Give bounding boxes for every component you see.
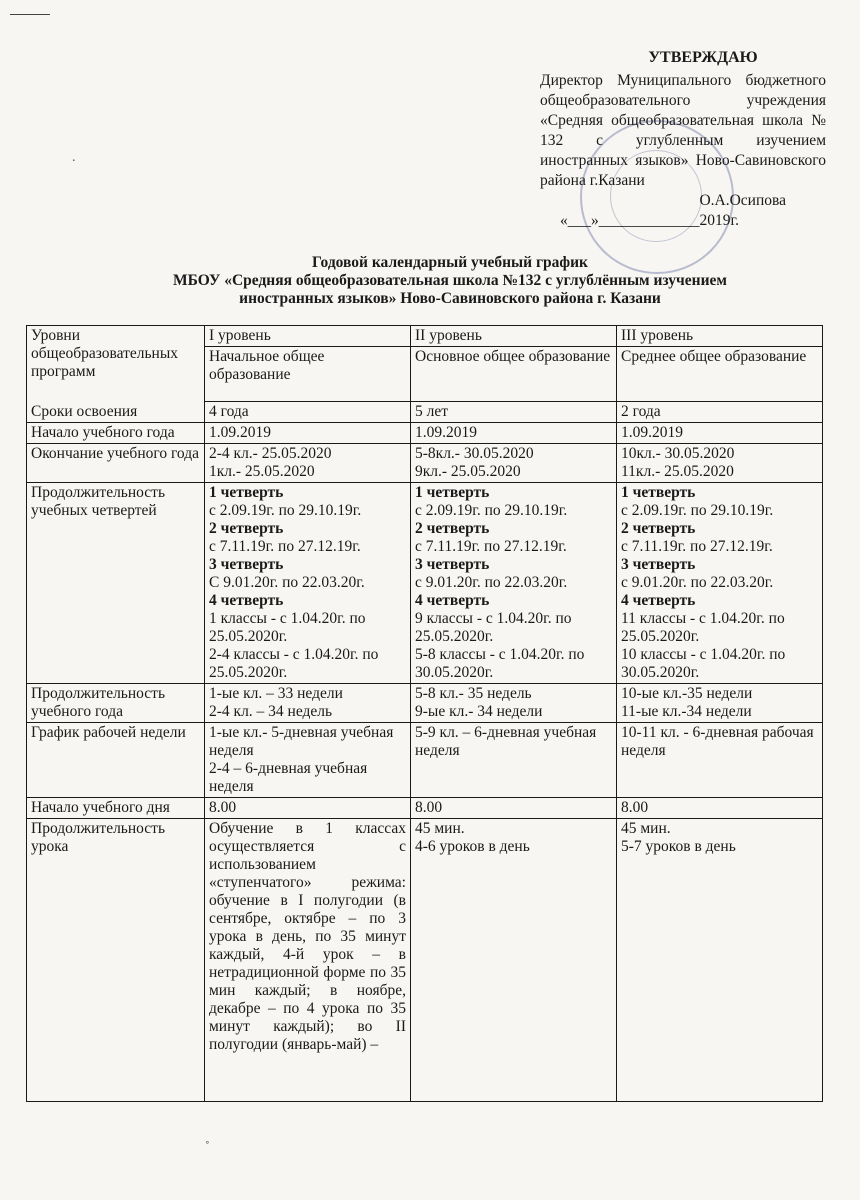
lesson-line: 4-6 уроков в день bbox=[415, 838, 530, 855]
week-cell bbox=[411, 723, 617, 798]
title-line-1: Годовой календарный учебный график bbox=[312, 254, 588, 271]
level-cell: II уровень bbox=[411, 326, 617, 347]
lesson-line: 45 мин. bbox=[621, 820, 671, 837]
day-start-cell: 8.00 bbox=[617, 798, 823, 819]
table-row bbox=[27, 326, 823, 347]
approval-block bbox=[540, 48, 826, 231]
quarter-name: 2 четверть bbox=[415, 520, 490, 537]
year-end-line: 1кл.- 25.05.2020 bbox=[209, 463, 315, 480]
year-start-cell: 1.09.2019 bbox=[617, 423, 823, 444]
quarter-dates: 2-4 классы - с 1.04.20г. по 25.05.2020г. bbox=[209, 646, 379, 681]
year-end-line: 10кл.- 30.05.2020 bbox=[621, 445, 735, 462]
quarter-dates: С 9.01.20г. по 22.03.20г. bbox=[209, 574, 365, 591]
quarter-name: 4 четверть bbox=[209, 592, 284, 609]
approval-heading: УТВЕРЖДАЮ bbox=[648, 49, 758, 66]
quarter-name: 1 четверть bbox=[621, 484, 696, 501]
quarter-dates: 9 классы - с 1.04.20г. по 25.05.2020г. bbox=[415, 610, 572, 645]
lesson-line: 5-7 уроков в день bbox=[621, 838, 736, 855]
row-label: Начало учебного года bbox=[27, 423, 205, 444]
year-length-line: 5-8 кл.- 35 недель bbox=[415, 685, 532, 702]
year-length-cell bbox=[205, 684, 411, 723]
quarter-dates: 1 классы - с 1.04.20г. по 25.05.2020г. bbox=[209, 610, 366, 645]
level-name-cell: Основное общее образование bbox=[411, 347, 617, 402]
week-line: 10-11 кл. - 6-дневная рабочая неделя bbox=[621, 724, 814, 759]
year-start-cell: 1.09.2019 bbox=[411, 423, 617, 444]
quarter-name: 3 четверть bbox=[621, 556, 696, 573]
year-length-line: 10-ые кл.-35 недели bbox=[621, 685, 753, 702]
year-start-cell: 1.09.2019 bbox=[205, 423, 411, 444]
table-row bbox=[27, 798, 823, 819]
quarter-dates: 10 классы - с 1.04.20г. по 30.05.2020г. bbox=[621, 646, 786, 681]
quarter-name: 1 четверть bbox=[415, 484, 490, 501]
row-label: Начало учебного дня bbox=[27, 798, 205, 819]
level-name-cell: Среднее общее образование bbox=[617, 347, 823, 402]
row-label: График рабочей недели bbox=[27, 723, 205, 798]
year-length-line: 2-4 кл. – 34 недель bbox=[209, 703, 333, 720]
row-label: Окончание учебного года bbox=[27, 444, 205, 483]
year-end-line: 2-4 кл.- 25.05.2020 bbox=[209, 445, 332, 462]
row-label: Продолжительность урока bbox=[27, 819, 205, 1102]
week-line: 2-4 – 6-дневная учебная неделя bbox=[209, 760, 368, 795]
year-length-line: 1-ые кл. – 33 недели bbox=[209, 685, 343, 702]
year-end-line: 5-8кл.- 30.05.2020 bbox=[415, 445, 534, 462]
approval-text: Директор Муниципального бюджетного общеобразовательного учреждения «Средняя общеобразовательная школа № 132 с углубленным изучением иностранных языков» Ново-Савиновского района г.Казани bbox=[540, 72, 826, 189]
year-length-line: 11-ые кл.-34 недели bbox=[621, 703, 752, 720]
lesson-cell: Обучение в 1 классах осуществляется с использованием «ступенчатого» режима: обучение в I полугодии (в сентябре, октябре – по 3 урока в день, по 35 минут каждый, 4-й урок – в нетрадиционной форме по 35 мин каждый; в ноябре, декабре – по 4 урока по 35 минут каждый); во II полугодии (январь-май) – bbox=[205, 819, 411, 1102]
quarter-dates: 5-8 классы - с 1.04.20г. по 30.05.2020г. bbox=[415, 646, 585, 681]
approval-date-line: «___»_____________2019г. bbox=[560, 212, 739, 229]
title-line-2: МБОУ «Средняя общеобразовательная школа №132 с углублённым изучением bbox=[173, 272, 727, 289]
quarters-cell bbox=[411, 483, 617, 684]
levels-header-cell bbox=[27, 326, 205, 423]
row-label: Продолжительность учебного года bbox=[27, 684, 205, 723]
quarter-name: 4 четверть bbox=[415, 592, 490, 609]
year-end-cell bbox=[617, 444, 823, 483]
quarter-dates: с 2.09.19г. по 29.10.19г. bbox=[415, 502, 568, 519]
term-cell: 5 лет bbox=[411, 402, 617, 423]
level-name-cell: Начальное общее образование bbox=[205, 347, 411, 402]
quarter-dates: с 9.01.20г. по 22.03.20г. bbox=[415, 574, 568, 591]
week-cell bbox=[617, 723, 823, 798]
quarter-dates: с 7.11.19г. по 27.12.19г. bbox=[621, 538, 773, 555]
day-start-cell: 8.00 bbox=[205, 798, 411, 819]
year-end-line: 11кл.- 25.05.2020 bbox=[621, 463, 734, 480]
levels-label: Уровни общеобразовательных программ bbox=[31, 327, 179, 380]
signatory-name: О.А.Осипова bbox=[699, 192, 786, 209]
title-line-3: иностранных языков» Ново-Савиновского района г. Казани bbox=[239, 290, 661, 307]
week-cell bbox=[205, 723, 411, 798]
quarter-name: 2 четверть bbox=[209, 520, 284, 537]
table-row bbox=[27, 423, 823, 444]
year-end-cell bbox=[411, 444, 617, 483]
quarters-cell bbox=[617, 483, 823, 684]
row-label: Продолжительность учебных четвертей bbox=[27, 483, 205, 684]
lesson-line: 45 мин. bbox=[415, 820, 465, 837]
quarter-dates: 11 классы - с 1.04.20г. по 25.05.2020г. bbox=[621, 610, 785, 645]
document-title bbox=[120, 254, 780, 308]
schedule-table bbox=[26, 325, 823, 1102]
quarter-name: 4 четверть bbox=[621, 592, 696, 609]
year-length-line: 9-ые кл.- 34 недели bbox=[415, 703, 543, 720]
year-length-cell bbox=[617, 684, 823, 723]
quarter-name: 1 четверть bbox=[209, 484, 284, 501]
quarters-cell bbox=[205, 483, 411, 684]
term-cell: 2 года bbox=[617, 402, 823, 423]
table-row bbox=[27, 483, 823, 684]
lesson-cell bbox=[411, 819, 617, 1102]
table-row bbox=[27, 819, 823, 1102]
day-start-cell: 8.00 bbox=[411, 798, 617, 819]
week-line: 1-ые кл.- 5-дневная учебная неделя bbox=[209, 724, 394, 759]
level-cell: I уровень bbox=[205, 326, 411, 347]
week-line: 5-9 кл. – 6-дневная учебная неделя bbox=[415, 724, 597, 759]
quarter-name: 3 четверть bbox=[209, 556, 284, 573]
lesson-cell bbox=[617, 819, 823, 1102]
scan-speck: . bbox=[72, 150, 76, 165]
table-row bbox=[27, 684, 823, 723]
quarter-dates: с 2.09.19г. по 29.10.19г. bbox=[209, 502, 362, 519]
quarter-dates: с 7.11.19г. по 27.12.19г. bbox=[415, 538, 567, 555]
quarter-dates: с 2.09.19г. по 29.10.19г. bbox=[621, 502, 774, 519]
level-cell: III уровень bbox=[617, 326, 823, 347]
quarter-dates: с 9.01.20г. по 22.03.20г. bbox=[621, 574, 774, 591]
scan-edge-line bbox=[10, 14, 50, 15]
year-end-line: 9кл.- 25.05.2020 bbox=[415, 463, 521, 480]
year-end-cell bbox=[205, 444, 411, 483]
term-cell: 4 года bbox=[205, 402, 411, 423]
quarter-name: 2 четверть bbox=[621, 520, 696, 537]
table-row bbox=[27, 444, 823, 483]
quarter-name: 3 четверть bbox=[415, 556, 490, 573]
quarter-dates: с 7.11.19г. по 27.12.19г. bbox=[209, 538, 361, 555]
terms-label: Сроки освоения bbox=[31, 403, 138, 420]
scan-speck: ˚ bbox=[205, 1140, 210, 1155]
table-row bbox=[27, 723, 823, 798]
year-length-cell bbox=[411, 684, 617, 723]
